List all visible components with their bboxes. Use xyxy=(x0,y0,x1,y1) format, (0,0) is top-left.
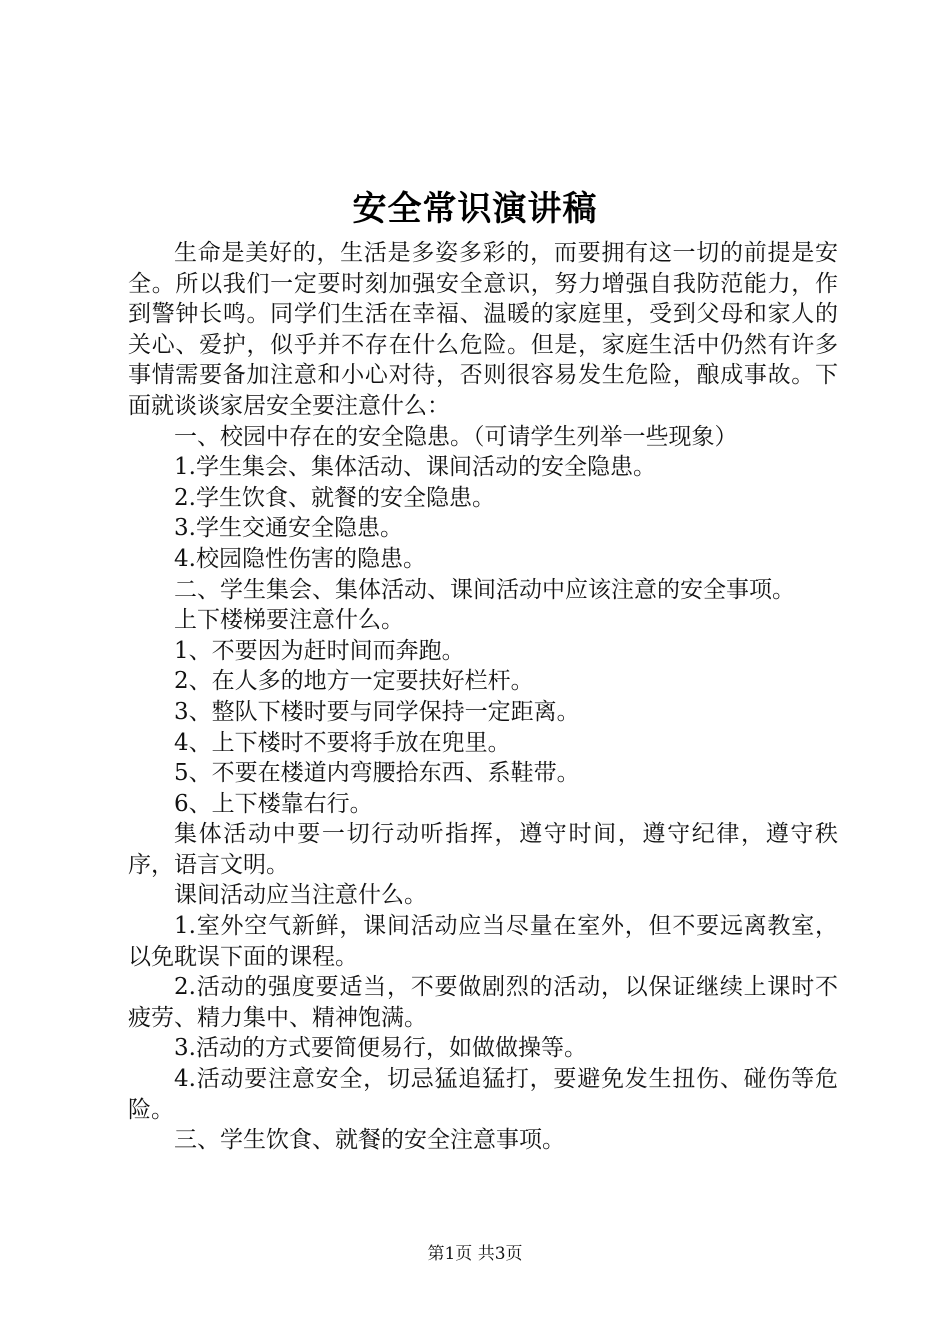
list-item: 2、在人多的地方一定要扶好栏杆。 xyxy=(174,668,534,695)
paragraph-intro: 生命是美好的，生活是多姿多彩的，而要拥有这一切的前提是安全。所以我们一定要时刻加强安全意识，努力增强自我防范能力，作到警钟长鸣。同学们生活在幸福、温暖的家庭里，受到父母和家人的关心、爱护，似乎并不存在什么危险。但是，家庭生活中仍然有许多事情需要备加注意和小心对待，否则很容易发生危险，酿成事故。下面就谈谈家居安全要注意什么： xyxy=(128,240,838,419)
page-number-footer: 第1页 共3页 xyxy=(427,1244,523,1264)
list-item: 3.活动的方式要简便易行，如做做操等。 xyxy=(174,1035,587,1062)
list-item: 1.学生集会、集体活动、课间活动的安全隐患。 xyxy=(174,454,656,481)
list-item: 4.活动要注意安全，切忌猛追猛打，要避免发生扭伤、碰伤等危险。 xyxy=(128,1066,838,1123)
list-item: 3.学生交通安全隐患。 xyxy=(174,515,403,542)
document-title: 安全常识演讲稿 xyxy=(352,189,598,229)
document-body xyxy=(128,238,838,1156)
list-item: 1、不要因为赶时间而奔跑。 xyxy=(174,637,465,664)
list-item: 3、整队下楼时要与同学保持一定距离。 xyxy=(174,698,580,725)
subheading-break-activity: 课间活动应当注意什么。 xyxy=(174,882,427,909)
list-item: 2.学生饮食、就餐的安全隐患。 xyxy=(174,484,495,511)
paragraph-group-activity: 集体活动中要一切行动听指挥，遵守时间，遵守纪律，遵守秩序，语言文明。 xyxy=(128,821,838,878)
list-item: 4.校园隐性伤害的隐患。 xyxy=(174,545,426,572)
list-item: 2.活动的强度要适当，不要做剧烈的活动，以保证继续上课时不疲劳、精力集中、精神饱满。 xyxy=(128,974,838,1031)
list-item: 1.室外空气新鲜，课间活动应当尽量在室外，但不要远离教室，以免耽误下面的课程。 xyxy=(128,913,838,970)
section-heading-3: 三、学生饮食、就餐的安全注意事项。 xyxy=(174,1127,565,1154)
list-item: 5、不要在楼道内弯腰拾东西、系鞋带。 xyxy=(174,760,580,787)
list-item: 6、上下楼靠右行。 xyxy=(174,790,373,817)
section-heading-2: 二、学生集会、集体活动、课间活动中应该注意的安全事项。 xyxy=(174,576,795,603)
subheading-stairs: 上下楼梯要注意什么。 xyxy=(174,607,404,634)
section-heading-1: 一、校园中存在的安全隐患。（可请学生列举一些现象） xyxy=(174,423,738,450)
list-item: 4、上下楼时不要将手放在兜里。 xyxy=(174,729,511,756)
